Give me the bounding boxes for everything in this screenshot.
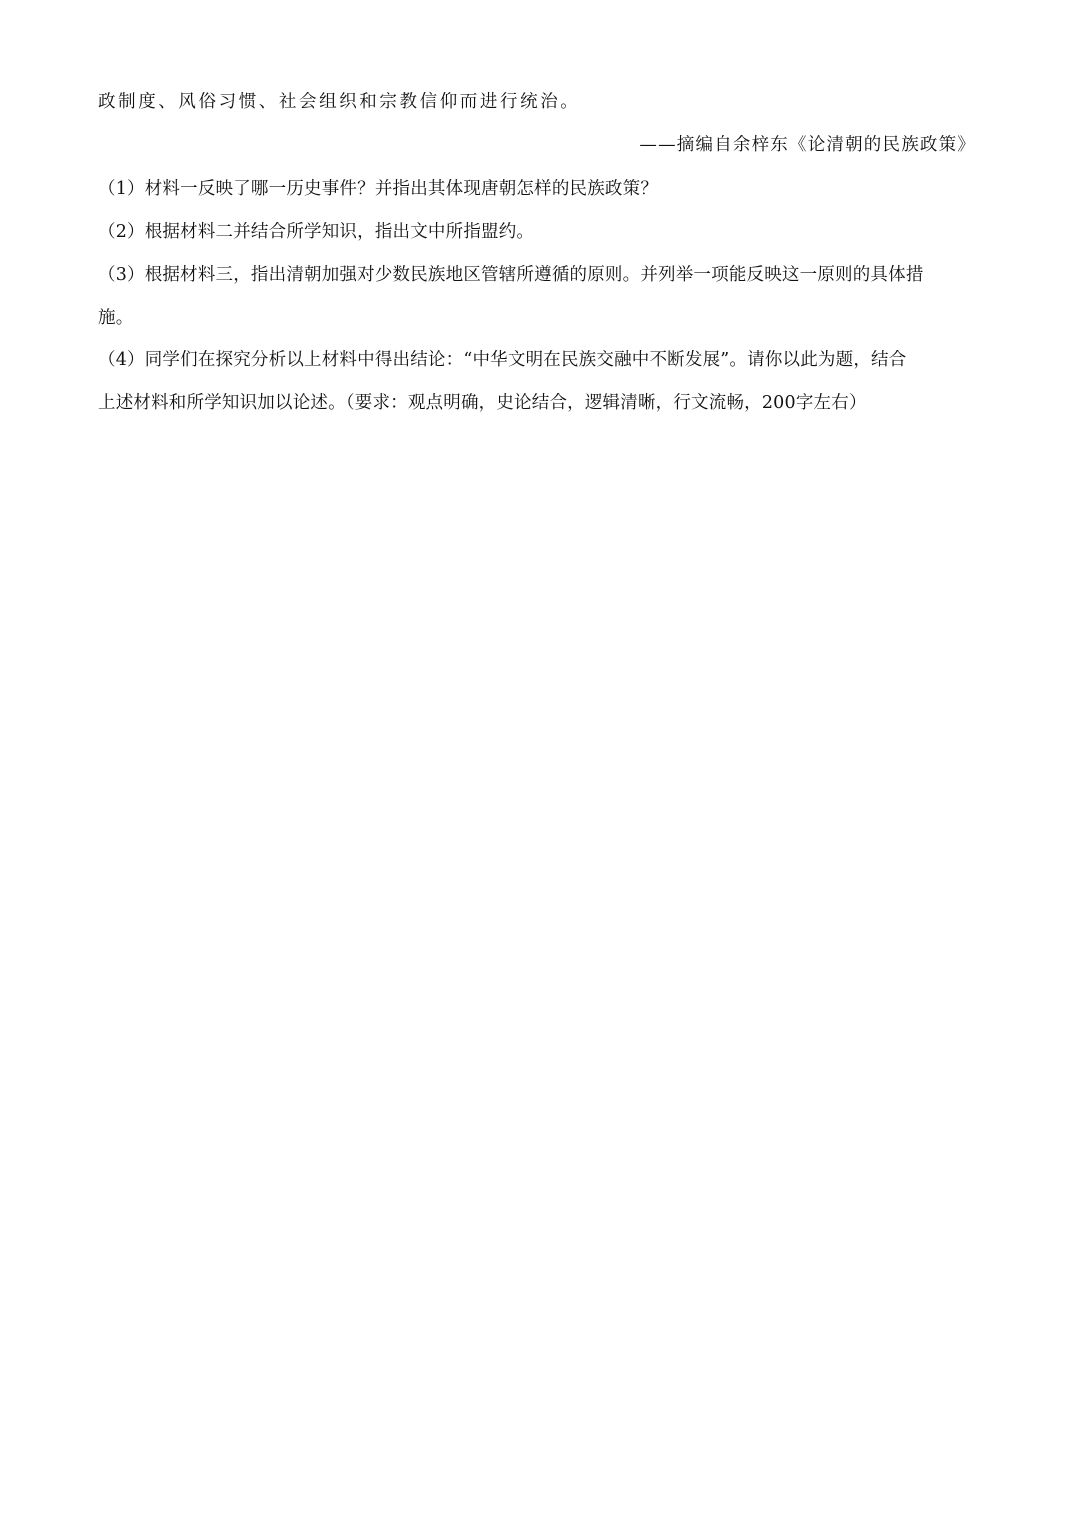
question-4-line-2: 上述材料和所学知识加以论述。（要求：观点明确，史论结合，逻辑清晰，行文流畅，200字左右） [98,393,867,413]
material-text-continuation: 政制度、风俗习惯、社会组织和宗教信仰而进行统治。 [98,92,581,112]
question-3-line-2: 施。 [98,308,134,328]
question-3-line-1: （3）根据材料三，指出清朝加强对少数民族地区管辖所遵循的原则。并列举一项能反映这一原则的具体措 [98,265,924,285]
question-1: （1）材料一反映了哪一历史事件？并指出其体现唐朝怎样的民族政策？ [98,179,659,199]
material-source-citation: ——摘编自余梓东《论清朝的民族政策》 [639,135,976,155]
question-4-line-1: （4）同学们在探究分析以上材料中得出结论：“中华文明在民族交融中不断发展”。请你以此为题，结合 [98,350,907,370]
question-2: （2）根据材料二并结合所学知识，指出文中所指盟约。 [98,222,535,242]
